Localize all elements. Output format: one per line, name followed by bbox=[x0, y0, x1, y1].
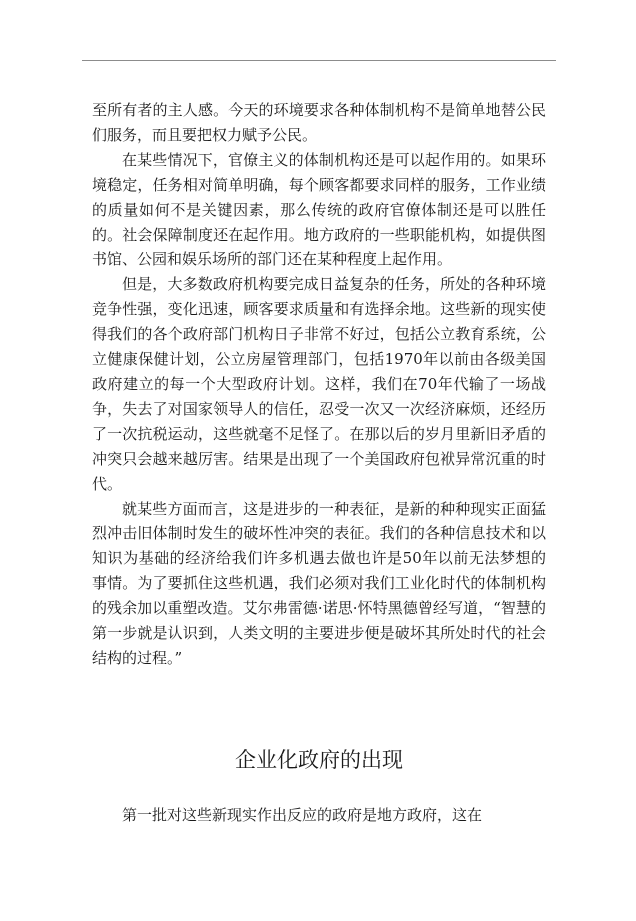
paragraph: 在某些情况下，官僚主义的体制机构还是可以起作用的。如果环境稳定，任务相对简单明确，每个顾客都要求同样的服务，工作业绩的质量如何不是关键因素，那么传统的政府官僚体制还是可以胜任的。社会保障制度还在起作用。地方政府的一些职能机构，如提供图书馆、公园和娱乐场所的部门还在某种程度上起作用。 bbox=[92, 150, 546, 269]
paragraph-next: 第一批对这些新现实作出反应的政府是地方政府，这在 bbox=[122, 806, 483, 824]
paragraph-continued: 至所有者的主人感。今天的环境要求各种体制机构不是简单地替公民们服务，而且要把权力赋予公民。 bbox=[92, 101, 546, 144]
paragraph: 但是，大多数政府机构要完成日益复杂的任务，所处的各种环境竞争性强，变化迅速，顾客要求质量和有选择余地。这些新的现实使得我们的各个政府部门机构日子非常不好过，包括公立教育系统，公立健康保健计划，公立房屋管理部门，包括1970年以前由各级美国政府建立的每一个大型政府计划。这样，我们在70年代输了一场战争，失去了对国家领导人的信任，忍受一次又一次经济麻烦，还经历了一次抗税运动，这些就毫不足怪了。在那以后的岁月里新旧矛盾的冲突只会越来越厉害。结果是出现了一个美国政府包袱异常沉重的时代。 bbox=[92, 275, 546, 493]
header-rule bbox=[82, 60, 556, 61]
body-text bbox=[92, 98, 546, 671]
paragraph: 就某些方面而言，这是进步的一种表征，是新的种种现实正面猛烈冲击旧体制时发生的破坏性冲突的表征。我们的各种信息技术和以知识为基础的经济给我们许多机遇去做也许是50年以前无法梦想的事情。为了要抓住这些机遇，我们必须对我们工业化时代的体制机构的残余加以重塑改造。艾尔弗雷德·诺思·怀特黑德曾经写道，“智慧的第一步就是认识到，人类文明的主要进步便是破坏其所处时代的社会结构的过程。” bbox=[92, 499, 546, 667]
section-heading: 企业化政府的出现 bbox=[235, 748, 403, 772]
